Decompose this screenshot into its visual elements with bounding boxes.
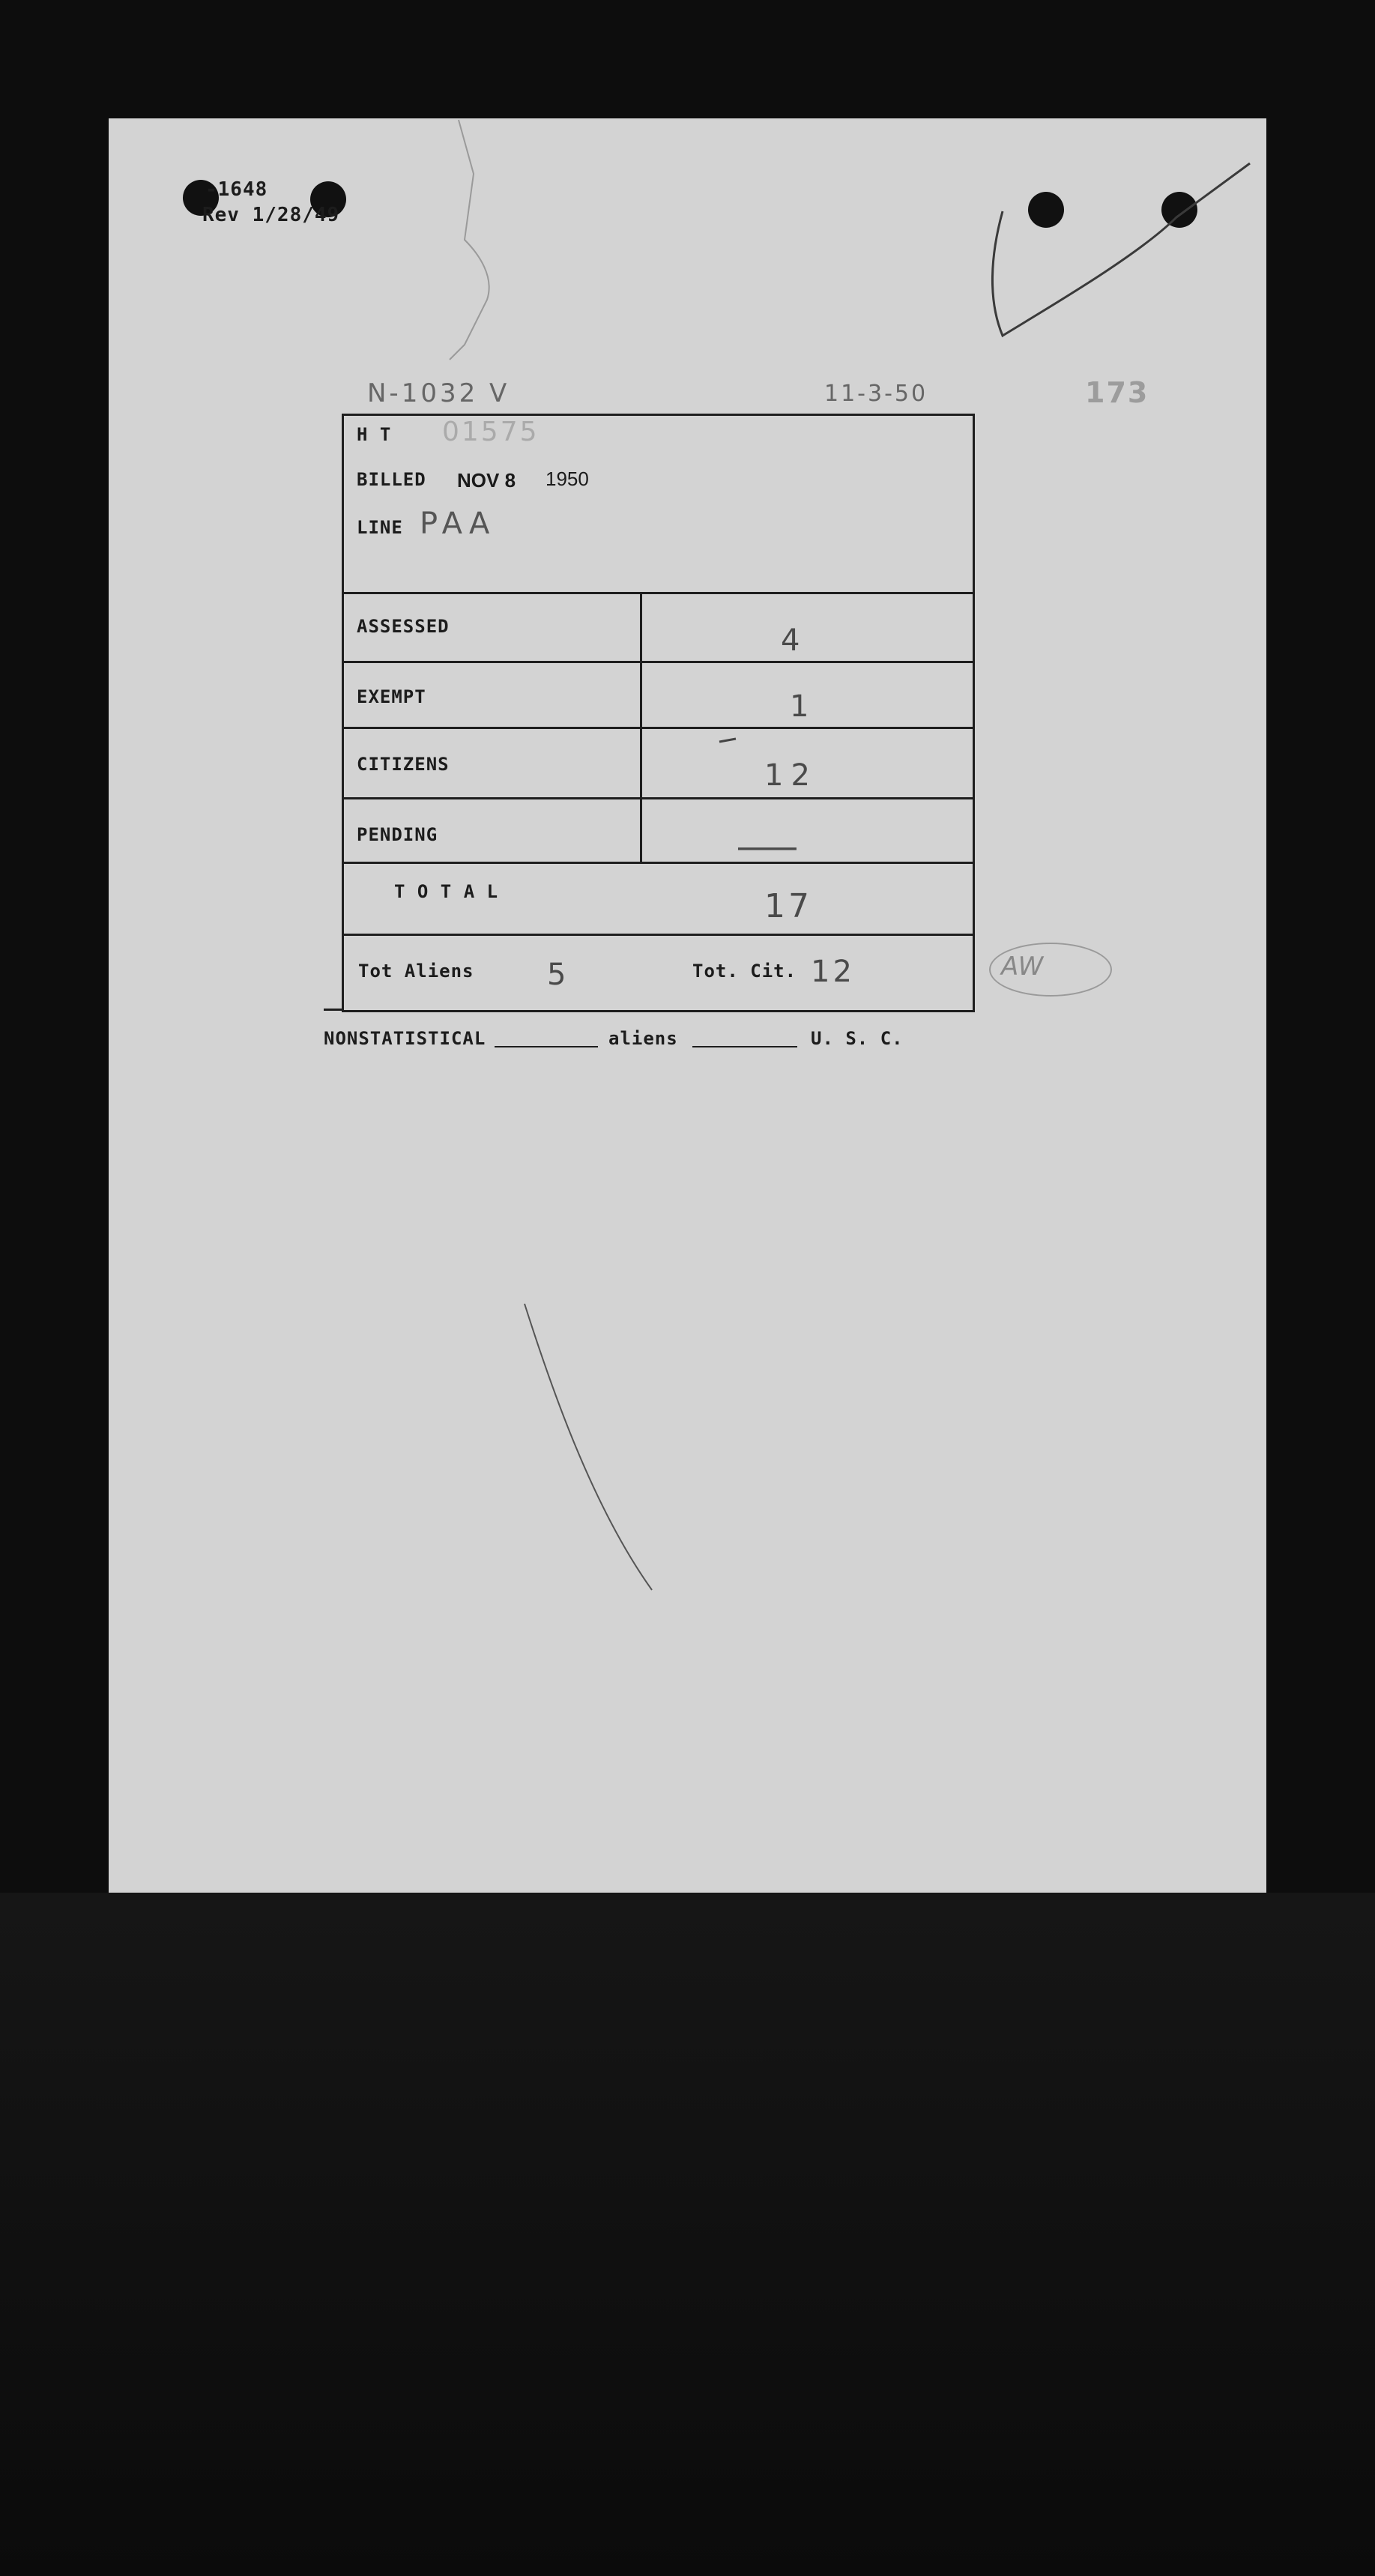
line-value: PAA bbox=[420, 507, 496, 541]
row-label-pending: PENDING bbox=[357, 824, 438, 845]
column-divider bbox=[640, 592, 642, 862]
initials-text: AW bbox=[1001, 952, 1044, 982]
row-label-exempt: EXEMPT bbox=[357, 686, 426, 707]
box-bottom-border bbox=[342, 1010, 975, 1012]
tot-aliens-label: Tot Aliens bbox=[358, 961, 474, 982]
row-divider-5 bbox=[342, 862, 975, 864]
page-number-stamp: 173 bbox=[1085, 376, 1149, 409]
nonstatistical-label: NONSTATISTICAL bbox=[324, 1028, 486, 1049]
form-number: -1648 bbox=[205, 178, 268, 201]
row-value-assessed: 4 bbox=[781, 623, 800, 658]
tot-cit-value: 12 bbox=[811, 955, 855, 989]
row-value-citizens: 12 bbox=[764, 758, 818, 793]
ht-value: 01575 bbox=[442, 417, 540, 447]
row-divider-4 bbox=[342, 797, 975, 799]
line-label: LINE bbox=[357, 517, 403, 538]
tot-cit-label: Tot. Cit. bbox=[692, 961, 797, 982]
total-value: 17 bbox=[764, 887, 812, 925]
total-label: T O T A L bbox=[394, 881, 499, 902]
tot-aliens-value: 5 bbox=[547, 958, 566, 992]
box-right-border bbox=[973, 414, 975, 1012]
scan-background bbox=[0, 1893, 1375, 2576]
row-label-citizens: CITIZENS bbox=[357, 754, 450, 775]
row-divider-2 bbox=[342, 661, 975, 663]
usc-label: U. S. C. bbox=[811, 1028, 904, 1049]
annotation-date: 11-3-50 bbox=[824, 381, 928, 407]
billed-year: 1950 bbox=[546, 468, 589, 490]
row-value-exempt: 1 bbox=[790, 689, 809, 724]
row-divider-1 bbox=[342, 592, 975, 594]
form-revision: Rev 1/28/49 bbox=[202, 204, 340, 226]
box-left-border bbox=[342, 414, 344, 1012]
row-value-pending: — bbox=[734, 826, 800, 868]
footer-aliens-label: aliens bbox=[608, 1028, 678, 1049]
manifest-number: N-1032 V bbox=[367, 378, 510, 408]
nonstatistical-blank bbox=[495, 1046, 598, 1047]
box-top-border bbox=[342, 414, 975, 416]
billed-label: BILLED bbox=[357, 469, 426, 490]
ht-label: H T bbox=[357, 424, 392, 445]
row-label-assessed: ASSESSED bbox=[357, 616, 450, 637]
row-divider-6 bbox=[342, 934, 975, 936]
footer-rule bbox=[324, 1009, 342, 1011]
billed-month-day: NOV 8 bbox=[457, 469, 516, 492]
row-divider-3 bbox=[342, 727, 975, 729]
aliens-blank bbox=[692, 1046, 797, 1047]
